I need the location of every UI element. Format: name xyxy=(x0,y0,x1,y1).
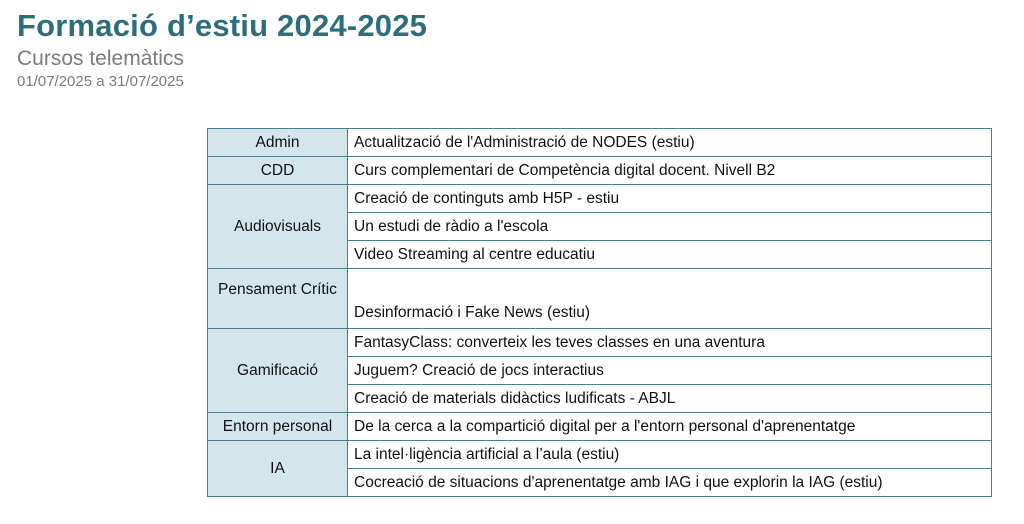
course-cell: Video Streaming al centre educatiu xyxy=(348,241,992,269)
courses-table xyxy=(207,128,992,497)
course-cell: FantasyClass: converteix les teves classes en una aventura xyxy=(348,329,992,357)
course-cell: Juguem? Creació de jocs interactius xyxy=(348,357,992,385)
page-header xyxy=(17,6,427,92)
course-cell: Creació de continguts amb H5P - estiu xyxy=(348,185,992,213)
table-row xyxy=(208,157,992,185)
table-row xyxy=(208,269,992,329)
course-cell: De la cerca a la compartició digital per a l'entorn personal d'aprenentatge xyxy=(348,413,992,441)
category-cell-cdd: CDD xyxy=(208,157,348,185)
category-cell-entorn-personal: Entorn personal xyxy=(208,413,348,441)
course-cell: Curs complementari de Competència digital docent. Nivell B2 xyxy=(348,157,992,185)
category-cell-ia: IA xyxy=(208,441,348,497)
category-cell-admin: Admin xyxy=(208,129,348,157)
category-cell-audiovisuals: Audiovisuals xyxy=(208,185,348,269)
table-row xyxy=(208,329,992,357)
category-cell-gamificacio: Gamificació xyxy=(208,329,348,413)
page-title: Formació d’estiu 2024-2025 xyxy=(17,8,428,43)
table-row xyxy=(208,413,992,441)
date-range: 01/07/2025 a 31/07/2025 xyxy=(17,73,184,90)
category-cell-pensament-critic: Pensament Crític xyxy=(208,269,348,329)
course-cell: Actualització de l'Administració de NODES (estiu) xyxy=(348,129,992,157)
course-cell: Creació de materials didàctics ludificats - ABJL xyxy=(348,385,992,413)
table-row xyxy=(208,185,992,213)
course-cell: Cocreació de situacions d'aprenentatge amb IAG i que explorin la IAG (estiu) xyxy=(348,469,992,497)
course-cell: Un estudi de ràdio a l'escola xyxy=(348,213,992,241)
table-row xyxy=(208,129,992,157)
course-cell: Desinformació i Fake News (estiu) xyxy=(348,269,992,329)
course-cell: La intel·ligència artificial a l’aula (estiu) xyxy=(348,441,992,469)
table-row xyxy=(208,441,992,469)
page-subtitle: Cursos telemàtics xyxy=(17,47,184,70)
